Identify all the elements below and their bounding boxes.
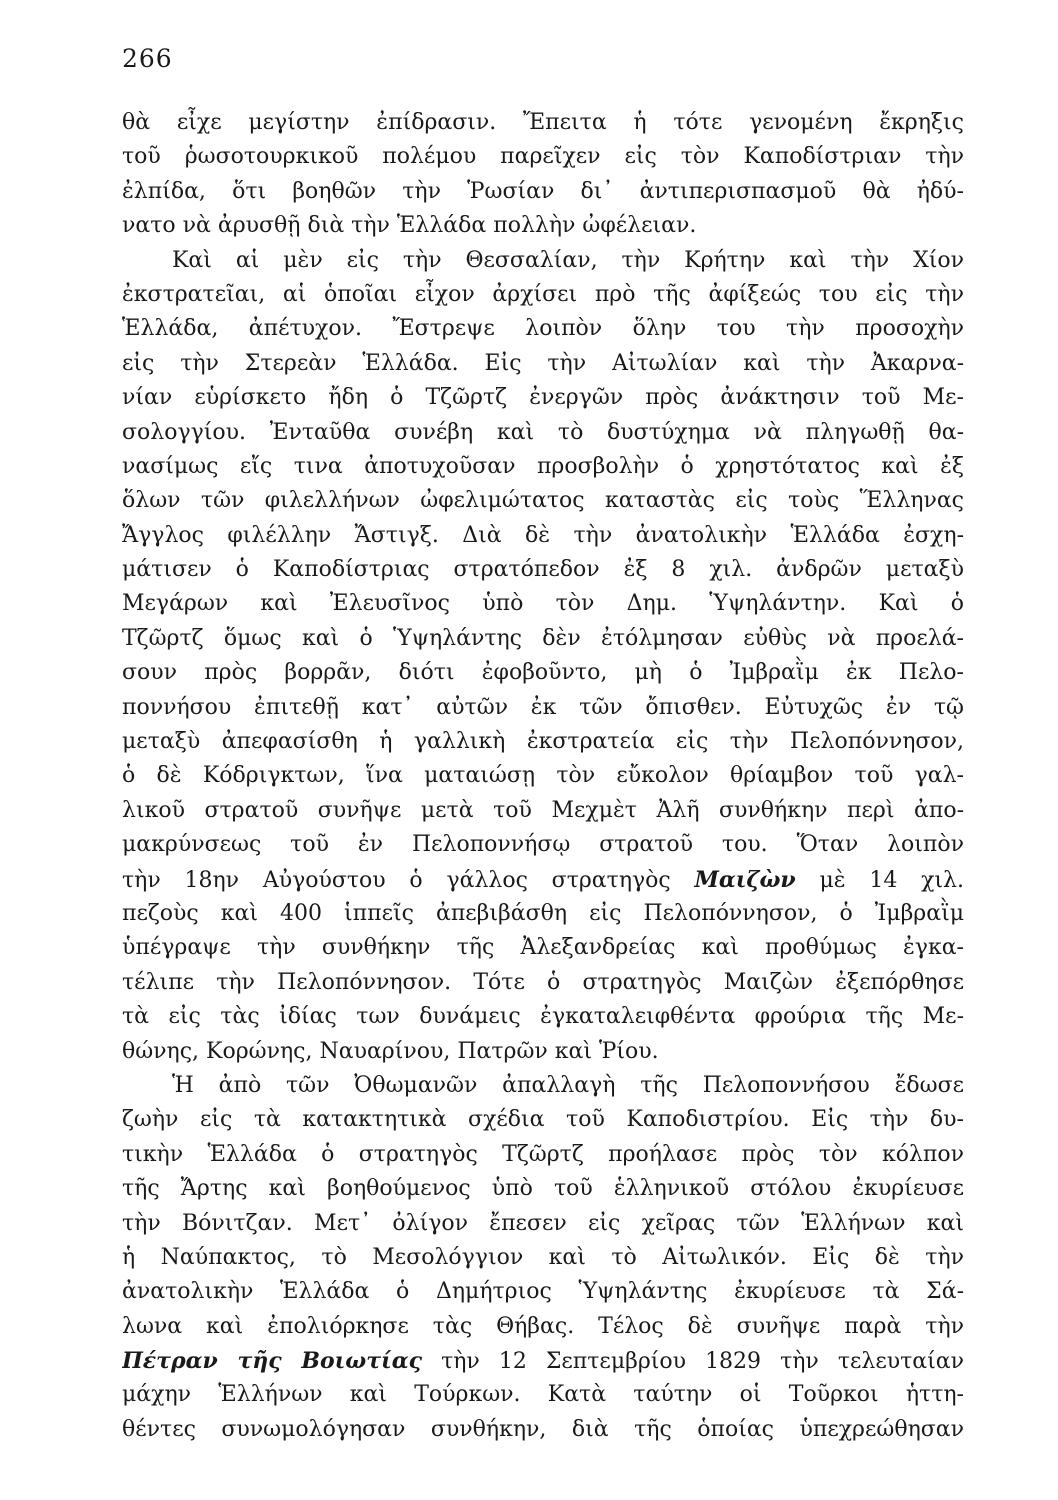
- text-line: τικὴν Ἑλλάδα ὁ στρατηγὸς Τζῶρτζ προήλασε πρὸς τὸν κόλπον: [122, 1141, 964, 1167]
- text-line: ὁ δὲ Κόδριγκτων, ἵνα ματαιώσῃ τὸν εὔκολον θρίαμβον τοῦ γαλ-: [122, 763, 964, 789]
- text-line: εἰς τὴν Στερεὰν Ἑλλάδα. Εἰς τὴν Αἰτωλίαν καὶ τὴν Ἀκαρνα-: [122, 350, 964, 376]
- text-line: ἐκστρατεῖαι, αἱ ὁποῖαι εἶχον ἀρχίσει πρὸ τῆς ἀφίξεώς του εἰς τὴν: [122, 281, 964, 307]
- text-line: Ἑλλάδα, ἀπέτυχον. Ἔστρεψε λοιπὸν ὅλην του τὴν προσοχὴν: [122, 316, 964, 342]
- text-line: Ἡ ἀπὸ τῶν Ὀθωμανῶν ἀπαλλαγὴ τῆς Πελοποννήσου ἔδωσε: [172, 1072, 964, 1098]
- text-line: νασίμως εἴς τινα ἀποτυχοῦσαν προσβολὴν ὁ χρηστότατος καὶ ἐξ: [122, 453, 964, 479]
- text-line: μεταξὺ ἀπεφασίσθη ἡ γαλλικὴ ἐκστρατεία εἰς τὴν Πελοπόννησον,: [122, 729, 964, 755]
- text-line: ἀνατολικὴν Ἑλλάδα ὁ Δημήτριος Ὑψηλάντης ἐκυρίευσε τὰ Σά-: [122, 1279, 964, 1305]
- text-line: μακρύνσεως τοῦ ἐν Πελοποννήσῳ στρατοῦ του. Ὅταν λοιπὸν: [122, 832, 964, 858]
- text-line: νίαν εὑρίσκετο ἤδη ὁ Τζῶρτζ ἐνεργῶν πρὸς ἀνάκτησιν τοῦ Με-: [122, 385, 964, 411]
- text-line: πεζοὺς καὶ 400 ἱππεῖς ἀπεβιβάσθη εἰς Πελοπόννησον, ὁ Ἰμβραῒμ: [122, 900, 964, 926]
- text-line: ἐλπίδα, ὅτι βοηθῶν τὴν Ῥωσίαν δι᾿ ἀντιπερισπασμοῦ θὰ ἠδύ-: [122, 178, 964, 204]
- text-line: τῆς Ἄρτης καὶ βοηθούμενος ὑπὸ τοῦ ἑλληνικοῦ στόλου ἐκυρίευσε: [122, 1176, 964, 1202]
- text-line: [122, 1344, 964, 1378]
- text-line: [122, 863, 964, 897]
- text-line: νατο νὰ ἀρυσθῇ διὰ τὴν Ἑλλάδα πολλὴν ὠφέλειαν.: [122, 213, 697, 239]
- text-line: ἡ Ναύπακτος, τὸ Μεσολόγγιον καὶ τὸ Αἰτωλικόν. Εἰς δὲ τὴν: [122, 1244, 964, 1270]
- text-line: μάτισεν ὁ Καποδίστριας στρατόπεδον ἐξ 8 χιλ. ἀνδρῶν μεταξὺ: [122, 557, 964, 583]
- text-line: ζωὴν εἰς τὰ κατακτητικὰ σχέδια τοῦ Καποδιστρίου. Εἰς τὴν δυ-: [122, 1107, 964, 1133]
- text-line: ὅλων τῶν φιλελλήνων ὠφελιμώτατος καταστὰς εἰς τοὺς Ἕλληνας: [122, 488, 964, 514]
- page-number: 266: [122, 44, 173, 73]
- text-line: θώνης, Κορώνης, Ναυαρίνου, Πατρῶν καὶ Ῥίου.: [122, 1038, 659, 1064]
- text-line: λωνα καὶ ἐπολιόρκησε τὰς Θήβας. Τέλος δὲ συνῆψε παρὰ τὴν: [122, 1313, 964, 1339]
- text-line: σουν πρὸς βορρᾶν, διότι ἐφοβοῦντο, μὴ ὁ Ἰμβραῒμ ἐκ Πελο-: [122, 660, 964, 686]
- text-line: θέντες συνωμολόγησαν συνθήκην, διὰ τῆς ὁποίας ὑπεχρεώθησαν: [122, 1416, 964, 1442]
- text-line: Ἄγγλος φιλέλλην Ἄστιγξ. Διὰ δὲ τὴν ἀνατολικὴν Ἑλλάδα ἐσχη-: [122, 522, 964, 548]
- text-segment: τὴν 18ην Αὐγούστου ὁ γάλλος στρατηγὸς: [122, 867, 695, 893]
- text-line: Μεγάρων καὶ Ἐλευσῖνος ὑπὸ τὸν Δημ. Ὑψηλάντην. Καὶ ὁ: [122, 591, 964, 617]
- text-line: τὰ εἰς τὰς ἰδίας των δυνάμεις ἐγκαταλειφθέντα φρούρια τῆς Με-: [122, 1004, 964, 1030]
- emphasized-place: Πέτραν τῆς Βοιωτίας: [122, 1348, 423, 1375]
- text-line: ὑπέγραψε τὴν συνθήκην τῆς Ἀλεξανδρείας καὶ προθύμως ἐγκα-: [122, 935, 964, 961]
- text-line: σολογγίου. Ἐνταῦθα συνέβη καὶ τὸ δυστύχημα νὰ πληγωθῇ θα-: [122, 419, 964, 445]
- text-line: ποννήσου ἐπιτεθῇ κατ᾿ αὐτῶν ἐκ τῶν ὄπισθεν. Εὐτυχῶς ἐν τῷ: [122, 694, 964, 720]
- body-text: [122, 106, 964, 1447]
- text-line: τέλιπε τὴν Πελοπόννησον. Τότε ὁ στρατηγὸς Μαιζὼν ἐξεπόρθησε: [122, 969, 964, 995]
- text-line: Καὶ αἱ μὲν εἰς τὴν Θεσσαλίαν, τὴν Κρήτην καὶ τὴν Χίον: [172, 247, 964, 273]
- text-line: Τζῶρτζ ὅμως καὶ ὁ Ὑψηλάντης δὲν ἐτόλμησαν εὐθὺς νὰ προελά-: [122, 625, 964, 651]
- emphasized-name: Μαιζὼν: [694, 866, 796, 893]
- text-line: τοῦ ῥωσοτουρκικοῦ πολέμου παρεῖχεν εἰς τὸν Καποδίστριαν τὴν: [122, 144, 964, 170]
- text-line: λικοῦ στρατοῦ συνῆψε μετὰ τοῦ Μεχμὲτ Ἀλῆ συνθήκην περὶ ἀπο-: [122, 797, 964, 823]
- text-line: μάχην Ἑλλήνων καὶ Τούρκων. Κατὰ ταύτην οἱ Τοῦρκοι ἡττη-: [122, 1382, 964, 1408]
- text-segment: μὲ 14 χιλ.: [795, 867, 964, 893]
- text-segment: τὴν 12 Σεπτεμβρίου 1829 τὴν τελευταίαν: [422, 1349, 964, 1375]
- text-line: τὴν Βόνιτζαν. Μετ᾿ ὀλίγον ἔπεσεν εἰς χεῖρας τῶν Ἑλλήνων καὶ: [122, 1210, 964, 1236]
- text-line: θὰ εἶχε μεγίστην ἐπίδρασιν. Ἔπειτα ἡ τότε γενομένη ἔκρηξις: [122, 110, 964, 135]
